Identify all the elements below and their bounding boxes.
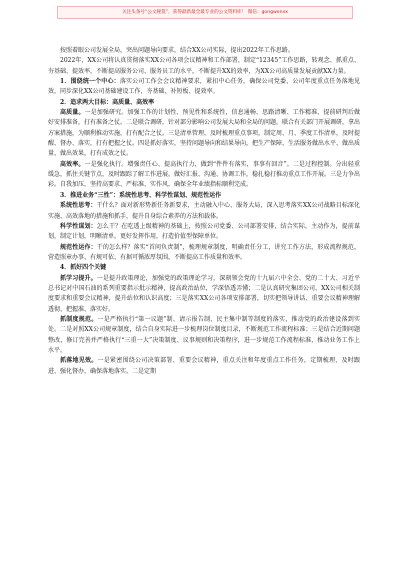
paragraph [48, 46, 360, 56]
paragraph-heading: 抓落地见效。 [60, 357, 98, 365]
paragraph-text: 一是提升政策理论，加强党的政策理论学习，深刻领会党的十九届六中全会、党的二十大、习近平总书记对中国石油的系列重要指示批示精神，提高政治站位，学深悟透弄懂；二是认真研究集团公司、XX公司相关制度要求和重要会议精神，提升站位和认识高度；三是落实XX公司各项安排部署，切实把领导讲话、重要会议精神理解透彻、把握准、落实好。 [48, 274, 360, 313]
paragraph-heading: 规范性运作： [60, 243, 97, 251]
paragraph-text: 按照着眼公司发展全局，突出问题导向要求，结合XX公司实际，提出2022年工作思路。 [60, 47, 294, 54]
paragraph [48, 191, 360, 201]
paragraph-heading: 高效率。 [60, 160, 85, 168]
paragraph-heading: 高质量。 [60, 109, 85, 117]
paragraph-text: 一是紧密围绕公司决策部署、重要会议精神，重点关注和年度重点工作任务，定期梳理、及时跟进、强化督办，确保落地落实。二是定期 [48, 357, 360, 375]
paragraph [48, 356, 360, 377]
paragraph-text: 一是强化执行。增强责任心、提高执行力，做到“件件有落实，事事有回音”。二是过程控制。分出轻重缓急，抓住关键节点，及时跟踪了解工作进展，做好汇报、沟通、协调工作，稳扎稳打推动重点工作开展。三是力争出彩。自我加压，坚持高要求、严标准、实作风，确保全年业绩指标顺利完成。 [48, 160, 361, 189]
promo-banner: 关注头条号“公文秘笈”，获得最新最全最专业的公文资料库！ 微信：gongwenxx [57, 6, 353, 19]
paragraph-heading: 抓学习提升。 [60, 274, 97, 282]
paragraph [48, 263, 360, 273]
paragraph [48, 56, 360, 77]
paragraph [48, 315, 360, 356]
paragraph [48, 77, 360, 98]
paragraph [48, 160, 360, 191]
paragraph [48, 243, 360, 264]
paragraph-text: 干的怎么样？落实“首问负责制”，梳理规章制度，明确责任分工，讲究工作方法，形成流程规范，营造照章办事、有规可依、有据可循浓厚氛围，不断提高工作质量和效率。 [48, 243, 360, 261]
paragraph [48, 274, 360, 315]
paragraph [48, 222, 360, 243]
paragraph-heading: 系统性思考： [60, 202, 97, 210]
paragraph-heading: 抓制度规范。 [60, 315, 98, 323]
paragraph [48, 201, 360, 222]
paragraph-heading: 科学性谋划： [60, 222, 97, 230]
paragraph-text: 2022年，XX公司将认真贯彻落实XX公司各项会议精神和工作部署，制定“12345”工作思路，转观念、抓重点、夯基础、提效率，不断提高服务公司、服务员工的水平，不断提升XX的效率，为XX公司高质量发展贡献XX力量。 [48, 57, 360, 75]
paragraph-heading: 1．围绕统一个中心： [60, 78, 120, 86]
paragraph-text: 落实公司工作会会议精神要求，紧扣中心任务，确保公司党委、公司年度重点任务落地见效，同步深化XX公司基础建设工作，夯基础、补短板、提效率。 [48, 78, 360, 96]
paragraph-text: 一是严格执行“第一议题”制、请示报告制、民主集中制等制度的落实，推动党的政治建设落到实处。二是对照XX公司规章制度，结合自身实际进一步梳理岗位制度目录，不断规范工作流程标准；三是结合近期问题整改，修订完善并严格执行“三重一大”决策制度、议事规则和决策程序，进一步规范工作流程标准，推动业务工作上水平。 [48, 315, 360, 354]
paragraph-heading: 3．推进业务“三性”：系统性思考、科学性谋划、规范性运作 [60, 191, 222, 199]
paragraph [48, 98, 360, 108]
paragraph-text: 一是加强研究。加强工作的计划性、预见性和系统性，信息通畅、思路清晰、工作精准，提前研判后做好安排准备，打有准备之仗。二是联合调研，针对部分影响公司发展大局和全局的问题，联合有关部门开展调研，拿出方案措施，为顺利推动实施，打有配合之仗。三是清单管理，及时梳理重点事项，制定周、月、季度工作清单，及时提醒、督办、落实，打有把握之仗。四是抓好落实，坚持问题导向和结果导向，把生产保障、生活服务做出水平、做出质量、做出效果，打有成效之仗。 [48, 109, 361, 158]
paragraph-text: 怎么干？在吃透上级精神的基础上，按照公司党委、公司部署安排，结合实际，主动作为，提前谋划，制定计划，明晰清单，更好发挥作用，打造价值型保障单位。 [48, 222, 360, 241]
paragraph-heading: 2．追求两大目标：高质量、高效率 [60, 98, 155, 106]
paragraph [48, 108, 360, 160]
paragraph-text: 干什么？面对新形势新任务新要求，主动融入中心、服务大局，深入思考落实XX公司战略目标深化实施、高效落地的措施和抓手，提升自身综合素养的方法和载体。 [48, 202, 360, 220]
paragraph-heading: 4．抓好四个关键 [60, 264, 107, 272]
document-body [48, 46, 360, 377]
